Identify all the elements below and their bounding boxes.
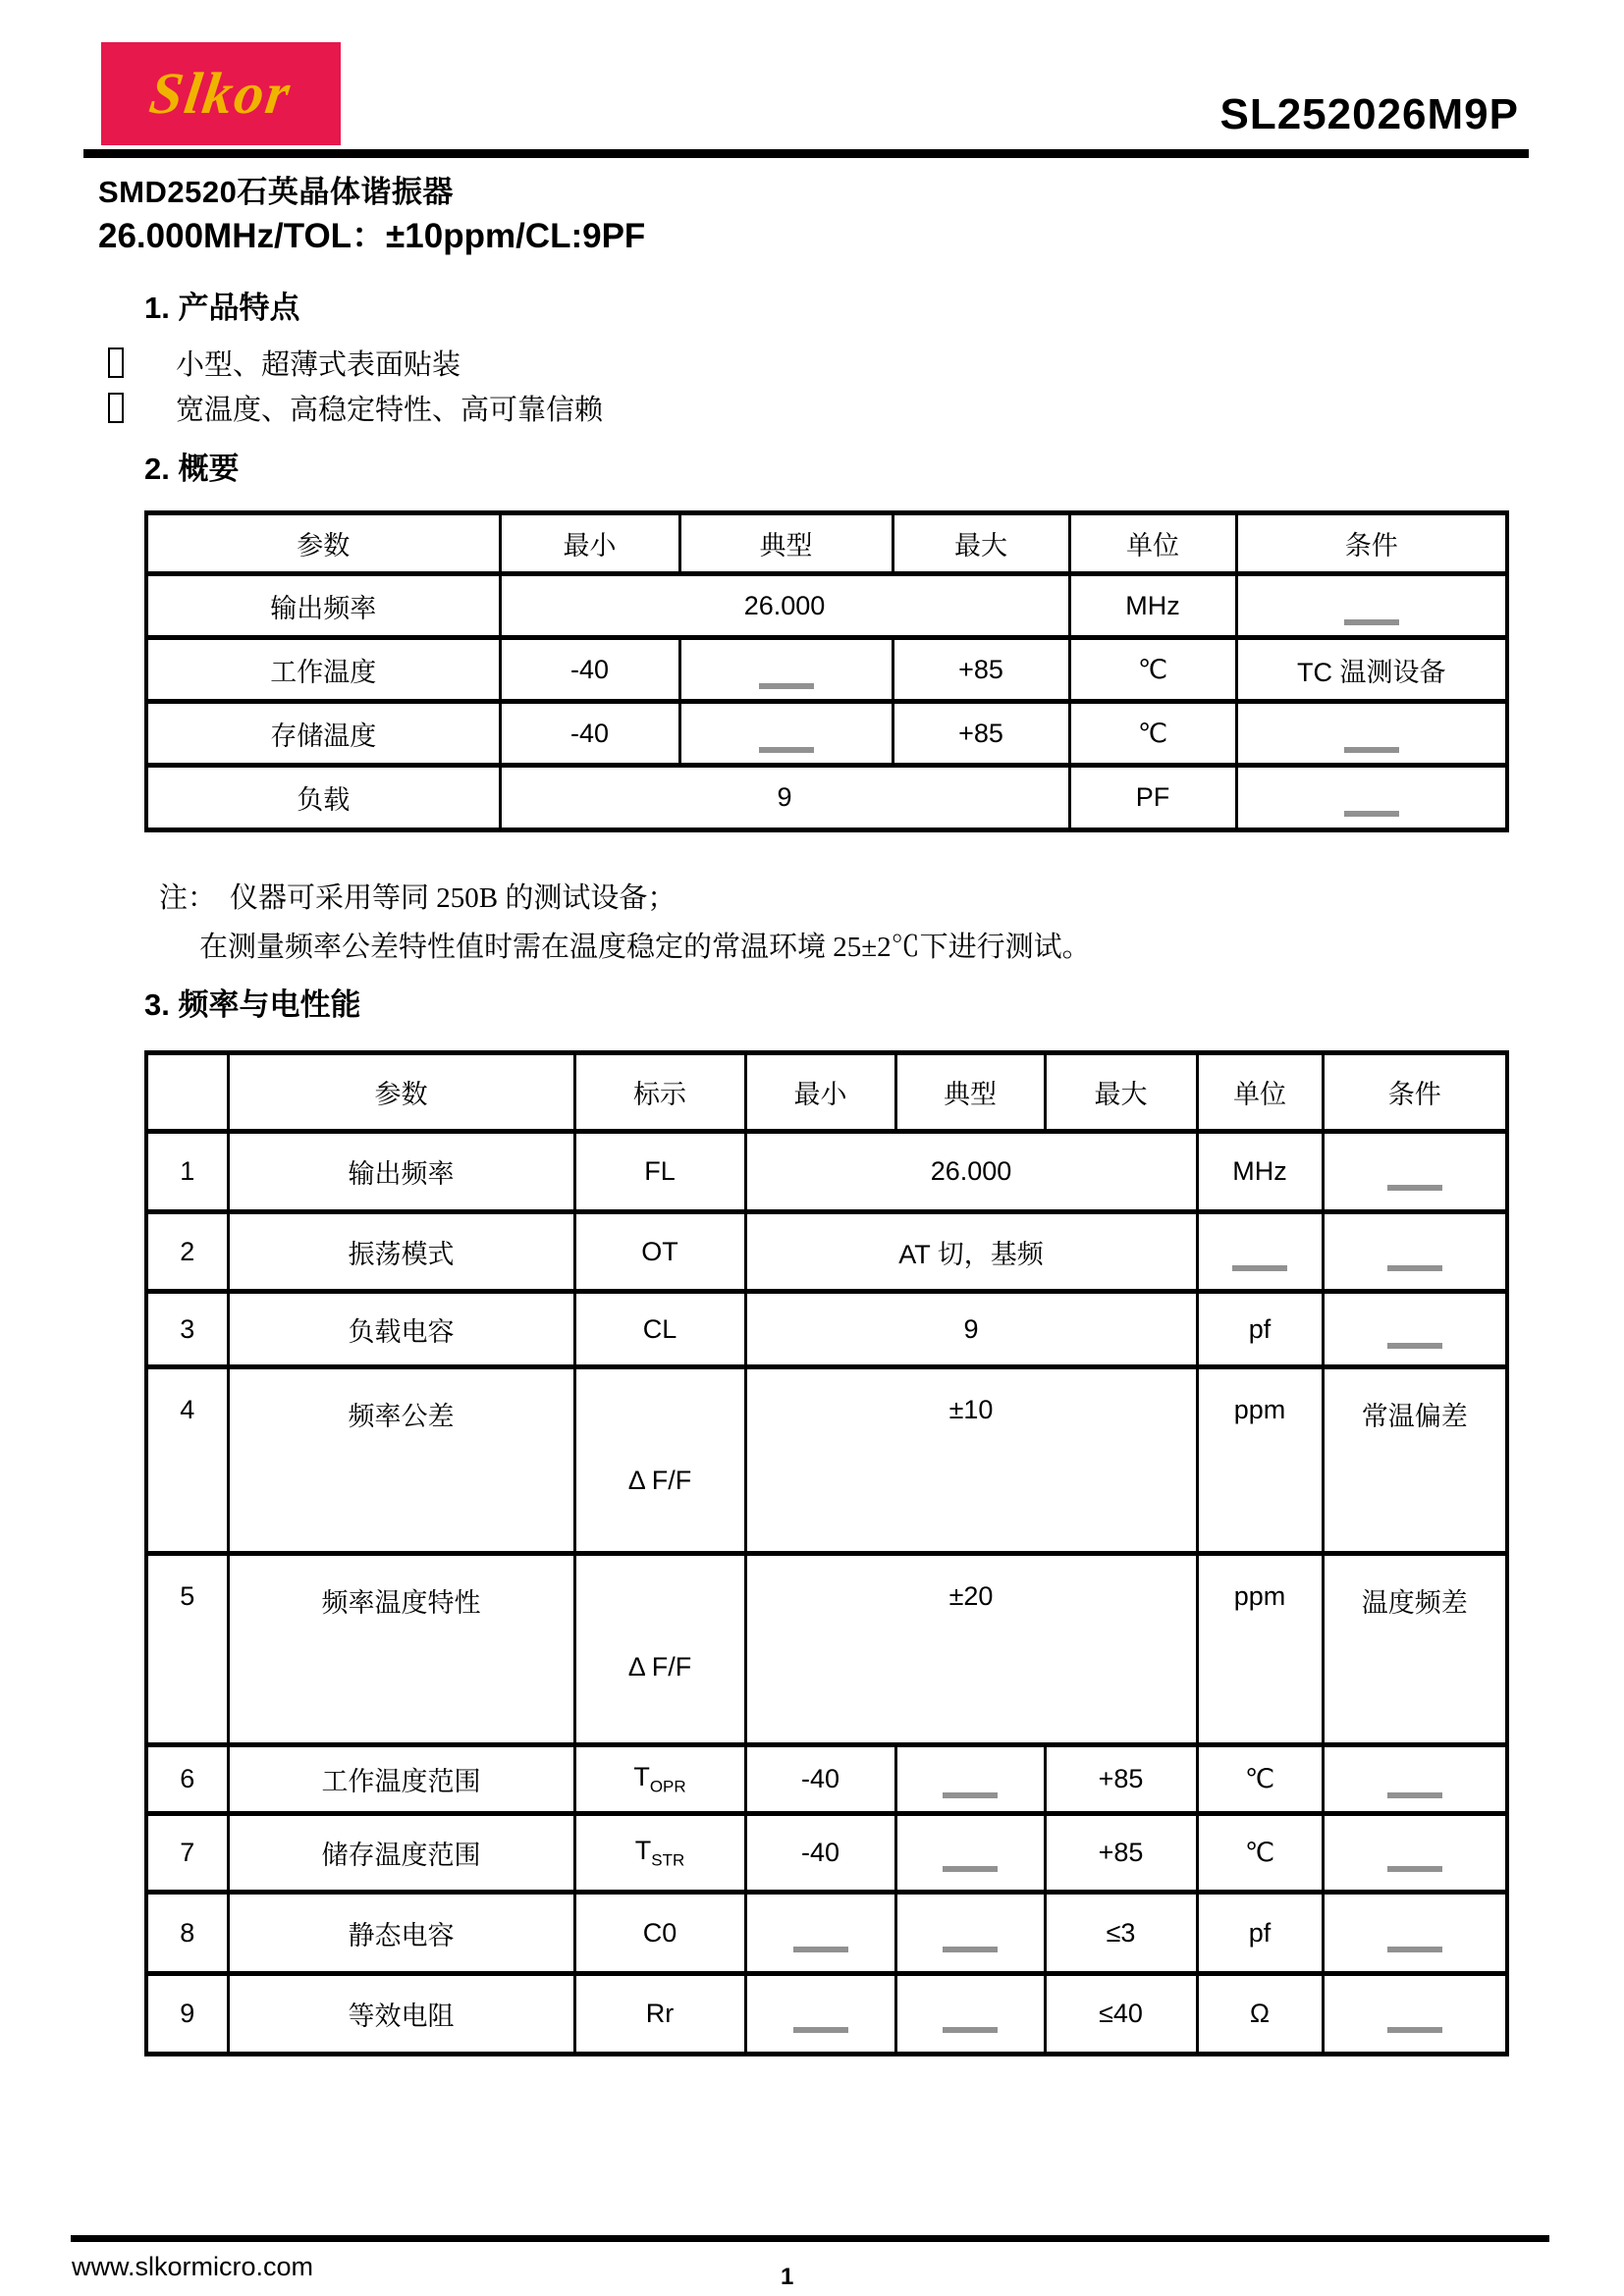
symbol-cell: FL [574, 1132, 745, 1212]
cond-cell [1236, 702, 1507, 766]
col-header: 参数 [228, 1053, 574, 1132]
box-bullet-icon [108, 347, 124, 378]
dash-placeholder [1387, 1866, 1442, 1872]
table-row [146, 1212, 1507, 1292]
dash-placeholder [1387, 2027, 1442, 2033]
max-cell: +85 [893, 638, 1069, 702]
overview-table [144, 510, 1509, 832]
header-rule [83, 149, 1529, 158]
cond-cell: 常温偏差 [1323, 1367, 1507, 1554]
col-header: 参数 [146, 513, 500, 574]
symbol-cell [574, 1814, 745, 1893]
table-row [146, 1974, 1507, 2055]
table-row [146, 702, 1507, 766]
note-label: 注： [159, 882, 217, 914]
max-cell: ≤3 [1045, 1893, 1197, 1974]
section-heading-overview: 2. 概要 [144, 452, 240, 486]
typ-cell [679, 638, 893, 702]
row-number: 2 [146, 1212, 228, 1292]
col-header [146, 1053, 228, 1132]
min-cell: -40 [500, 702, 679, 766]
col-header: 单位 [1197, 1053, 1323, 1132]
unit-cell: ppm [1197, 1367, 1323, 1554]
dash-placeholder [793, 2027, 848, 2033]
row-number: 1 [146, 1132, 228, 1212]
symbol-text: Δ F/F [627, 1466, 692, 1495]
max-cell: ≤40 [1045, 1974, 1197, 2055]
section-heading-features: 1. 产品特点 [144, 291, 300, 325]
table-row [146, 1132, 1507, 1212]
value-cell: AT 切，基频 [745, 1212, 1197, 1292]
value-cell: 26.000 [745, 1132, 1197, 1212]
row-number: 5 [146, 1554, 228, 1745]
row-number: 7 [146, 1814, 228, 1893]
col-header: 最小 [500, 513, 679, 574]
col-header: 典型 [679, 513, 893, 574]
col-header: 标示 [574, 1053, 745, 1132]
symbol-cell: Rr [574, 1974, 745, 2055]
unit-cell: pf [1197, 1292, 1323, 1367]
symbol-cell: CL [574, 1292, 745, 1367]
min-cell: -40 [745, 1814, 895, 1893]
feature-item [108, 340, 603, 385]
min-cell [745, 1974, 895, 2055]
col-header: 最小 [745, 1053, 895, 1132]
cond-cell [1323, 1974, 1507, 2055]
param-cell: 频率公差 [228, 1367, 574, 1554]
value-cell: ±10 [745, 1367, 1197, 1554]
dash-placeholder [1387, 1343, 1442, 1349]
param-cell: 静态电容 [228, 1893, 574, 1974]
symbol-cell: OT [574, 1212, 745, 1292]
row-number: 9 [146, 1974, 228, 2055]
min-cell: -40 [500, 638, 679, 702]
param-cell: 存储温度 [146, 702, 500, 766]
product-title-line2: 26.000MHz/TOL：±10ppm/CL:9PF [98, 217, 646, 255]
typ-cell [895, 1974, 1045, 2055]
col-header: 单位 [1069, 513, 1236, 574]
symbol-cell [574, 1745, 745, 1814]
unit-cell [1197, 1212, 1323, 1292]
table-row [146, 1745, 1507, 1814]
param-cell: 频率温度特性 [228, 1554, 574, 1745]
dash-placeholder [1387, 1265, 1442, 1271]
value-cell: 9 [500, 766, 1069, 830]
cond-cell [1323, 1745, 1507, 1814]
row-number: 6 [146, 1745, 228, 1814]
col-header: 最大 [1045, 1053, 1197, 1132]
table-row [146, 766, 1507, 830]
slkor-logo-text: Slkor [145, 61, 297, 126]
dash-placeholder [1344, 747, 1399, 753]
unit-cell: MHz [1069, 574, 1236, 638]
unit-cell: MHz [1197, 1132, 1323, 1212]
unit-cell: ppm [1197, 1554, 1323, 1745]
typ-cell [895, 1745, 1045, 1814]
typ-cell [895, 1814, 1045, 1893]
electrical-header-row [146, 1053, 1507, 1132]
unit-cell: ℃ [1197, 1814, 1323, 1893]
symbol-cell [574, 1367, 745, 1554]
box-bullet-icon [108, 393, 124, 423]
col-header: 条件 [1323, 1053, 1507, 1132]
cond-cell [1323, 1132, 1507, 1212]
section-heading-electrical: 3. 频率与电性能 [144, 988, 361, 1022]
dash-placeholder [943, 1947, 998, 1952]
max-cell: +85 [1045, 1814, 1197, 1893]
dash-placeholder [1344, 811, 1399, 817]
feature-item [108, 385, 603, 430]
symbol-text: Δ F/F [627, 1652, 692, 1682]
feature-text: 宽温度、高稳定特性、高可靠信赖 [176, 394, 604, 426]
table-row [146, 1367, 1507, 1554]
symbol-base: T [633, 1761, 650, 1791]
col-header: 典型 [895, 1053, 1045, 1132]
dash-placeholder [759, 683, 814, 689]
cond-cell [1323, 1212, 1507, 1292]
symbol-cell [574, 1554, 745, 1745]
part-number: SL252026M9P [1219, 90, 1519, 138]
table-row [146, 1292, 1507, 1367]
cond-cell [1323, 1292, 1507, 1367]
param-cell: 振荡模式 [228, 1212, 574, 1292]
dash-placeholder [943, 1792, 998, 1798]
test-note [159, 874, 1091, 972]
dash-placeholder [1387, 1185, 1442, 1191]
note-line1 [159, 874, 1091, 923]
param-cell: 输出频率 [146, 574, 500, 638]
unit-cell: PF [1069, 766, 1236, 830]
typ-cell [895, 1893, 1045, 1974]
cond-cell [1236, 766, 1507, 830]
param-cell: 工作温度 [146, 638, 500, 702]
overview-header-row [146, 513, 1507, 574]
product-title-line1: SMD2520石英晶体谐振器 [98, 175, 454, 209]
symbol-cell: C0 [574, 1893, 745, 1974]
dash-placeholder [1387, 1947, 1442, 1952]
note-text: 仪器可采用等同 250B 的测试设备； [230, 882, 677, 914]
dash-placeholder [1344, 619, 1399, 625]
dash-placeholder [1387, 1792, 1442, 1798]
max-cell: +85 [893, 702, 1069, 766]
col-header: 条件 [1236, 513, 1507, 574]
footer-rule [71, 2235, 1549, 2242]
dash-placeholder [793, 1947, 848, 1952]
symbol-base: T [634, 1835, 652, 1865]
symbol-subscript: STR [651, 1850, 685, 1870]
param-cell: 储存温度范围 [228, 1814, 574, 1893]
param-cell: 输出频率 [228, 1132, 574, 1212]
footer-website: www.slkormicro.com [72, 2252, 314, 2281]
table-row [146, 1893, 1507, 1974]
unit-cell: ℃ [1069, 702, 1236, 766]
dash-placeholder [1232, 1265, 1287, 1271]
feature-text: 小型、超薄式表面贴装 [176, 348, 461, 381]
min-cell: -40 [745, 1745, 895, 1814]
param-cell: 等效电阻 [228, 1974, 574, 2055]
col-header: 最大 [893, 513, 1069, 574]
table-row [146, 638, 1507, 702]
value-cell: 9 [745, 1292, 1197, 1367]
table-row [146, 574, 1507, 638]
value-cell: 26.000 [500, 574, 1069, 638]
dash-placeholder [943, 2027, 998, 2033]
unit-cell: ℃ [1197, 1745, 1323, 1814]
dash-placeholder [943, 1866, 998, 1872]
symbol-subscript: OPR [649, 1777, 686, 1796]
cond-cell: 温度频差 [1323, 1554, 1507, 1745]
feature-list [108, 340, 603, 430]
param-cell: 工作温度范围 [228, 1745, 574, 1814]
min-cell [745, 1893, 895, 1974]
cond-cell [1323, 1814, 1507, 1893]
table-row [146, 1554, 1507, 1745]
max-cell: +85 [1045, 1745, 1197, 1814]
cond-cell: TC 温测设备 [1236, 638, 1507, 702]
dash-placeholder [759, 747, 814, 753]
electrical-table [144, 1050, 1509, 2056]
row-number: 4 [146, 1367, 228, 1554]
row-number: 3 [146, 1292, 228, 1367]
cond-cell [1236, 574, 1507, 638]
param-cell: 负载 [146, 766, 500, 830]
unit-cell: Ω [1197, 1974, 1323, 2055]
value-cell: ±20 [745, 1554, 1197, 1745]
param-cell: 负载电容 [228, 1292, 574, 1367]
unit-cell: ℃ [1069, 638, 1236, 702]
cond-cell [1323, 1893, 1507, 1974]
note-line2: 在测量频率公差特性值时需在温度稳定的常温环境 25±2℃下进行测试。 [199, 932, 1091, 963]
page-number: 1 [781, 2264, 794, 2290]
unit-cell: pf [1197, 1893, 1323, 1974]
table-row [146, 1814, 1507, 1893]
typ-cell [679, 702, 893, 766]
row-number: 8 [146, 1893, 228, 1974]
